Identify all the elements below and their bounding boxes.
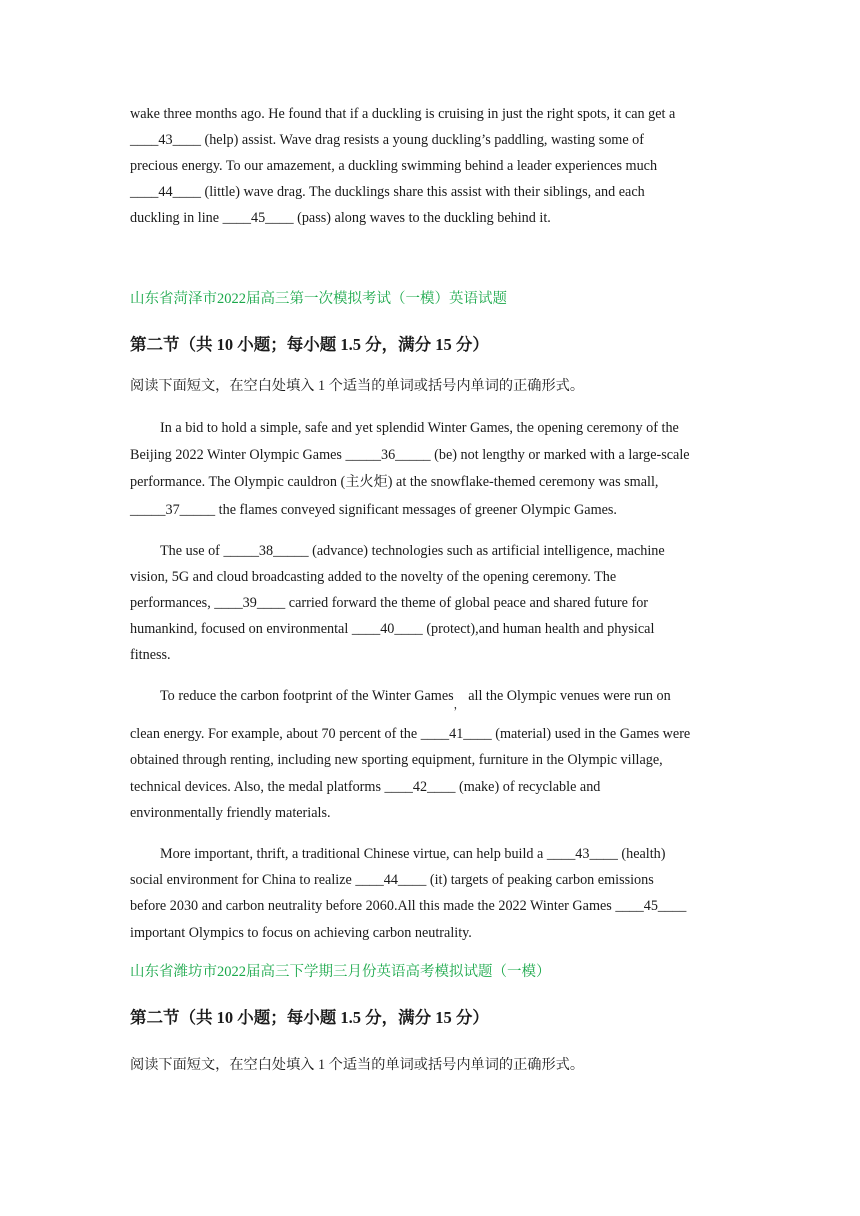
text-line	[160, 542, 665, 560]
text-line	[130, 804, 331, 822]
text-run: clean energy. For example, about 70 percent of the	[130, 726, 421, 742]
text-line	[130, 725, 690, 743]
text-line	[160, 687, 671, 714]
section-heading-2: 第二节（共 10 小题；每小题 1.5 分，满分 15 分）	[130, 1008, 489, 1027]
answer-blank[interactable]: ____40____	[351, 621, 423, 637]
answer-blank[interactable]: _____38_____	[223, 543, 309, 559]
instruction-1: 阅读下面短文，在空白处填入 1 个适当的单词或括号内单词的正确形式。	[130, 378, 585, 394]
text-run: before 2030 and carbon neutrality before 2060.All this made the 2022 Winter Games	[130, 898, 616, 914]
answer-blank[interactable]: ____44____	[355, 872, 427, 888]
instruction-2: 阅读下面短文，在空白处填入 1 个适当的单词或括号内单词的正确形式。	[130, 1057, 585, 1073]
text-run: fitness.	[130, 647, 171, 663]
text-run: (make) of recyclable and	[455, 779, 601, 795]
text-run: (protect),and human health and physical	[422, 621, 655, 637]
text-line	[130, 473, 658, 491]
text-run: In a bid to hold a simple, safe and yet splendid Winter Games, the opening ceremony of the	[160, 420, 679, 436]
answer-blank[interactable]: ____45____	[222, 210, 294, 226]
text-run: (health)	[617, 846, 666, 862]
source-title-heze: 山东省菏泽市2022届高三第一次模拟考试（一模）英语试题	[130, 291, 507, 307]
text-run: precious energy. To our amazement, a duckling swimming behind a leader experiences much	[130, 158, 658, 174]
text-run: environmentally friendly materials.	[130, 805, 331, 821]
text-line	[130, 871, 654, 889]
text-run: duckling in line	[130, 210, 223, 226]
text-run: (pass) along waves to the duckling behind it.	[293, 210, 551, 226]
text-run: performances,	[130, 595, 215, 611]
answer-blank[interactable]: ____44____	[130, 184, 201, 200]
text-run: humankind, focused on environmental	[130, 621, 352, 637]
text-line	[130, 594, 648, 612]
text-run: (little) wave drag. The ducklings share this assist with their siblings, and each	[200, 184, 645, 200]
text-run: (be) not lengthy or marked with a large-scale	[430, 447, 690, 463]
text-line	[130, 646, 171, 664]
answer-blank[interactable]: _____36_____	[345, 447, 431, 463]
text-run: (help) assist. Wave drag resists a young duckling’s paddling, wasting some of	[200, 132, 645, 148]
answer-blank[interactable]: ____39____	[214, 595, 286, 611]
text-line	[130, 568, 616, 586]
text-run: vision, 5G and cloud broadcasting added to the novelty of the opening ceremony. The	[130, 569, 617, 585]
text-line	[130, 778, 600, 796]
answer-blank[interactable]: ____43____	[546, 846, 618, 862]
text-line	[160, 419, 679, 437]
text-run: obtained through renting, including new sporting equipment, furniture in the Olympic village,	[130, 752, 663, 768]
text-line	[130, 209, 551, 227]
text-line	[130, 183, 645, 201]
text-run: (material) used in the Games were	[491, 726, 691, 742]
text-line	[130, 751, 663, 769]
text-run: all the Olympic venues were run on	[464, 688, 671, 704]
text-line	[130, 924, 472, 942]
answer-blank[interactable]: ____45____	[615, 898, 687, 914]
text-line	[130, 620, 654, 638]
text-run: social environment for China to realize	[130, 872, 356, 888]
text-run: (advance) technologies such as artificial intelligence, machine	[308, 543, 665, 559]
text-run: Beijing 2022 Winter Olympic Games	[130, 447, 346, 463]
text-line	[130, 897, 686, 915]
section-heading-1: 第二节（共 10 小题；每小题 1.5 分，满分 15 分）	[130, 335, 489, 354]
text-run: (it) targets of peaking carbon emissions	[426, 872, 654, 888]
text-line	[130, 501, 617, 519]
text-run: More important, thrift, a traditional Chinese virtue, can help build a	[160, 846, 547, 862]
text-run: wake three months ago. He found that if a duckling is cruising in just the right spots, it can get a	[130, 106, 676, 122]
text-run: important Olympics to focus on achieving carbon neutrality.	[130, 925, 472, 941]
text-line	[130, 157, 657, 175]
text-run: performance. The Olympic cauldron (主火炬) at the snowflake-themed ceremony was small,	[130, 474, 659, 490]
text-line	[130, 446, 690, 464]
text-run: The use of	[160, 543, 224, 559]
text-run: the flames conveyed significant messages of greener Olympic Games.	[215, 502, 617, 518]
text-line	[130, 105, 675, 123]
answer-blank[interactable]: ____43____	[130, 132, 201, 148]
answer-blank[interactable]: ____42____	[384, 779, 456, 795]
text-run: To reduce the carbon footprint of the Winter Games	[160, 688, 454, 704]
text-line	[130, 131, 644, 149]
text-line	[160, 845, 666, 863]
text-run: technical devices. Also, the medal platforms	[130, 779, 385, 795]
answer-blank[interactable]: _____37_____	[130, 502, 216, 518]
answer-blank[interactable]: ____41____	[420, 726, 492, 742]
text-run: carried forward the theme of global peace and shared future for	[285, 595, 649, 611]
subscript-comma: ，	[453, 699, 465, 711]
source-title-weifang: 山东省潍坊市2022届高三下学期三月份英语高考模拟试题（一模）	[130, 964, 551, 980]
